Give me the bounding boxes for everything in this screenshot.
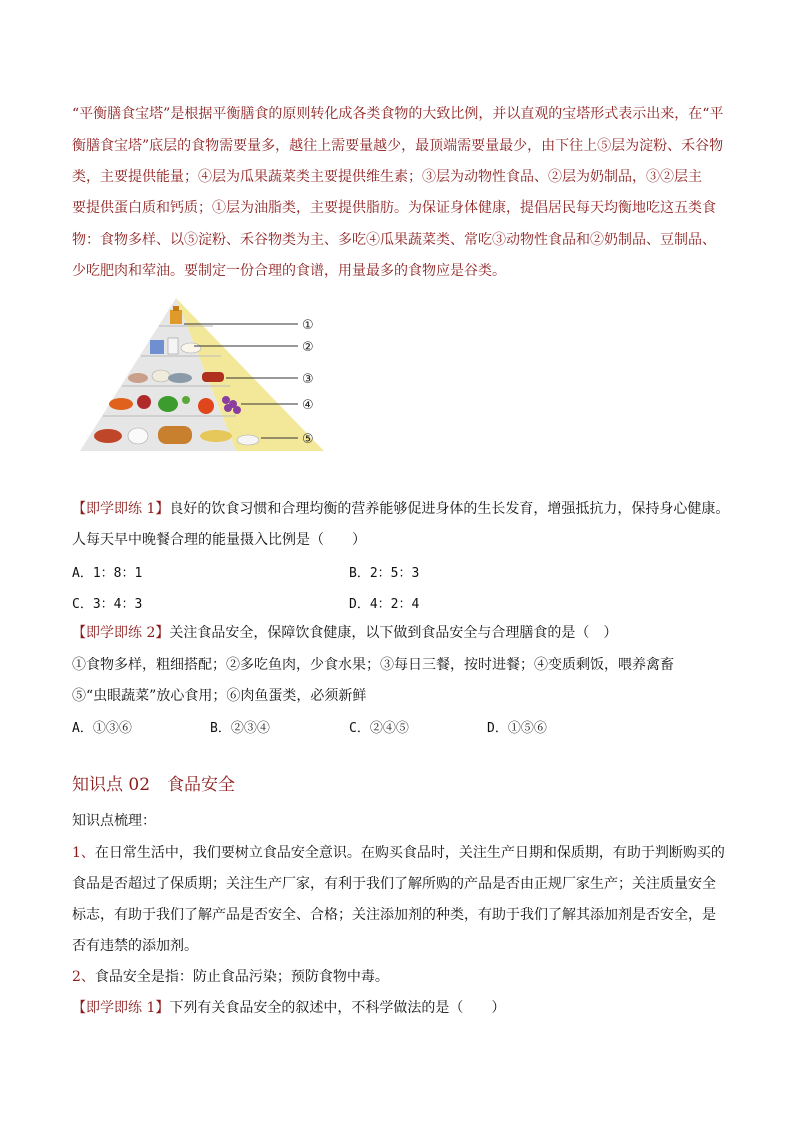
intro-line: 少吃肥肉和荤油。要制定一份合理的食谱，用量最多的食物应是谷类。 — [72, 263, 506, 279]
paragraph-text: 在日常生活中，我们要树立食品安全意识。在购买食品时，关注生产日期和保质期，有助于判断购买的 — [94, 845, 725, 861]
question-text: 下列有关食品安全的叙述中，不科学做法的是（ ） — [169, 1000, 506, 1016]
paragraph-text: 食品安全是指：防止食品污染；预防食物中毒。 — [94, 969, 389, 985]
intro-line: 要提供蛋白质和钙质；①层为油脂类，主要提供脂肪。为保证身体健康，提倡居民每天均衡地吃这五类食 — [72, 200, 716, 216]
pyramid-label-1: ① — [302, 318, 314, 333]
food-pyramid-illustration — [76, 296, 328, 456]
question-tag: 【即学即练 2】 — [72, 625, 170, 641]
option-b: B．②③④ — [210, 721, 270, 736]
sausage-icon — [202, 372, 224, 382]
option-d: D．4：2：4 — [349, 597, 420, 612]
question-1-stem-cont: 人每天早中晚餐合理的能量摄入比例是（ ） — [72, 532, 366, 548]
question-tag: 【即学即练 1】 — [72, 501, 170, 517]
milk-carton-icon — [150, 340, 164, 354]
option-d: D．①⑤⑥ — [487, 721, 547, 736]
option-c: C．3：4：3 — [72, 597, 143, 612]
section-heading: 知识点 02 食品安全 — [72, 775, 236, 795]
option-b: B．2：5：3 — [349, 566, 420, 581]
intro-line: 衡膳食宝塔”底层的食物需要量多，越往上需要量越少，最顶端需要量最少，由下往上⑤层为淀粉、禾谷物 — [72, 138, 724, 154]
question-2-line: ⑤“虫眼蔬菜”放心食用；⑥肉鱼蛋类，必须新鲜 — [72, 688, 367, 704]
paragraph-number: 2、 — [72, 969, 95, 985]
question-2-stem — [72, 622, 617, 642]
sweet-potato-icon — [94, 429, 122, 443]
corn-icon — [200, 430, 232, 442]
paragraph-number: 1、 — [72, 845, 95, 861]
bread-icon — [158, 426, 192, 444]
question-1-stem — [72, 498, 729, 518]
fish-icon — [168, 373, 192, 383]
option-a: A．1：8：1 — [72, 566, 143, 581]
intro-line: 物：食物多样、以⑤淀粉、禾谷物类为主、多吃④瓜果蔬菜类、常吃③动物性食品和②奶制品、豆制品、 — [72, 232, 716, 248]
question-2-line: ①食物多样，粗细搭配；②多吃鱼肉，少食水果；③每日三餐，按时进餐；④变质剩饭，喂养禽畜 — [72, 657, 674, 673]
question-text: 良好的饮食习惯和合理均衡的营养能够促进身体的生长发育，增强抵抗力，保持身心健康。 — [169, 501, 730, 517]
option-c: C．②④⑤ — [349, 721, 409, 736]
carrot-icon — [109, 398, 133, 410]
section-subheading: 知识点梳理： — [72, 813, 156, 829]
paragraph-1-line: 标志，有助于我们了解产品是否安全、合格；关注添加剂的种类，有助于我们了解其添加剂是否安全，是 — [72, 907, 716, 923]
intro-line: 类，主要提供能量；④层为瓜果蔬菜类主要提供维生素；③层为动物性食品、②层为奶制品，③②层主 — [72, 169, 702, 185]
intro-line: “平衡膳食宝塔”是根据平衡膳食的原则转化成各类食物的大致比例，并以直观的宝塔形式表示出来，在“平 — [72, 106, 724, 122]
question-tag: 【即学即练 1】 — [72, 1000, 170, 1016]
grapes-icon — [222, 396, 230, 404]
paragraph-1-line: 否有违禁的添加剂。 — [72, 938, 198, 954]
pyramid-label-2: ② — [302, 340, 314, 355]
option-a: A．①③⑥ — [72, 721, 132, 736]
tomato-icon — [198, 398, 214, 414]
pyramid-label-4: ④ — [302, 398, 314, 413]
pyramid-label-5: ⑤ — [302, 432, 314, 447]
paragraph-2 — [72, 966, 389, 986]
pyramid-label-3: ③ — [302, 372, 314, 387]
question-text: 关注食品安全，保障饮食健康，以下做到食品安全与合理膳食的是（ ） — [169, 625, 618, 641]
oil-icon — [170, 310, 182, 324]
paragraph-1-line: 食品是否超过了保质期；关注生产厂家，有利于我们了解所购的产品是否由正规厂家生产；关注质量安全 — [72, 876, 716, 892]
meat-icon — [128, 373, 148, 383]
paragraph-1-line — [72, 842, 725, 862]
vegetable-icon — [158, 396, 178, 412]
question-3-stem — [72, 997, 505, 1017]
